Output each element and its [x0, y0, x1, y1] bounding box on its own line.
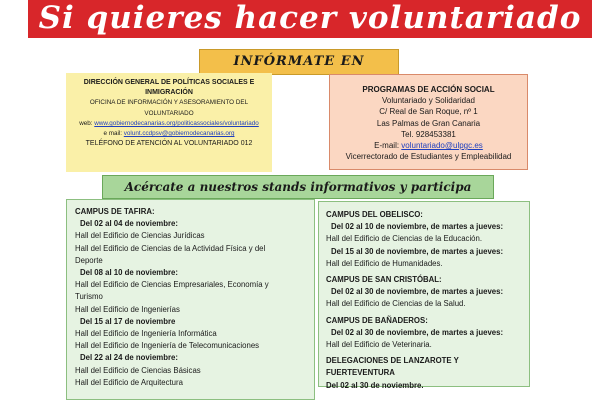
venue-line: Hall del Edificio de Ciencias de la Actividad Física y del [75, 243, 266, 253]
pa-title: PROGRAMAS DE ACCIÓN SOCIAL [362, 85, 495, 94]
date-range: Del 02 al 30 de noviembre. [326, 380, 424, 390]
campus-san-cristobal: CAMPUS DE SAN CRISTÓBAL: [326, 275, 442, 285]
stands-label [102, 175, 494, 199]
venue-line: Hall del Edificio de Ingeniería Informática [75, 329, 217, 339]
pa-tel: Tel. 928453381 [401, 129, 456, 139]
informate-text: INFÓRMATE EN [233, 54, 365, 69]
dg-info-box [66, 73, 272, 172]
date-range: Del 22 al 24 de noviembre: [80, 353, 178, 363]
venue-line: Deporte [75, 255, 103, 265]
venue-line: Turismo [75, 292, 103, 302]
dg-email-label: e mail: [103, 130, 124, 138]
dg-title-line1: DIRECCIÓN GENERAL DE POLÍTICAS SOCIALES E [83, 79, 255, 86]
venue-line: Hall del Edificio de Humanidades. [326, 258, 443, 268]
date-range: Del 02 al 10 de noviembre, de martes a jueves: [331, 222, 504, 232]
dg-email-link[interactable]: volunt.ccdpsv@gobiernodecanarias.org [123, 130, 235, 138]
dg-web-row [66, 119, 272, 129]
campus-banaderos: CAMPUS DE BAÑADEROS: [326, 315, 428, 325]
venue-line: Hall del Edificio de Ciencias Jurídicas [75, 231, 205, 241]
campus-obelisco: CAMPUS DEL OBELISCO: [326, 210, 423, 219]
pa-line2: C/ Real de San Roque, nº 1 [379, 107, 478, 117]
pa-info-box [329, 74, 528, 170]
dg-office: OFICINA DE INFORMACIÓN Y ASESORAMIENTO DEL VOLUNTARIADO [89, 99, 249, 117]
date-range: Del 02 al 04 de noviembre: [80, 219, 178, 229]
venue-line: Hall del Edificio de Arquitectura [75, 377, 183, 387]
other-campus-schedule-box [318, 201, 530, 390]
date-range: Del 15 al 17 de noviembre [80, 316, 176, 326]
campus-tafira: CAMPUS DE TAFIRA: [75, 207, 155, 216]
date-range: Del 02 al 30 de noviembre, de martes a jueves: [331, 287, 504, 297]
date-range: Del 02 al 30 de noviembre, de martes a jueves: [331, 327, 504, 337]
venue-line: Hall del Edificio de Ciencias Básicas [75, 365, 201, 375]
dg-phone: TELÉFONO DE ATENCIÓN AL VOLUNTARIADO 012 [85, 140, 253, 148]
venue-line: Hall del Edificio de Ingeniería de Telecomunicaciones [75, 341, 260, 351]
pa-email-row [330, 140, 527, 151]
dg-title-line2: INMIGRACIÓN [145, 89, 193, 97]
date-range: Del 08 al 10 de noviembre: [80, 268, 178, 278]
dg-web-label: web: [79, 119, 95, 127]
delegaciones-lanzarote-fuerteventura: DELEGACIONES DE LANZAROTE Y FUERTEVENTURA [326, 356, 459, 378]
venue-line: Hall del Edificio de Ciencias Empresariales, Economía y [75, 280, 269, 290]
dg-web-link[interactable]: www.gobiernodecanarias.org/politicassociales/voluntariado [94, 119, 259, 127]
venue-line: Hall del Edificio de Ciencias de la Salud. [326, 299, 466, 309]
title-banner [28, 0, 592, 38]
stands-text: Acércate a nuestros stands informativos y participa [124, 180, 472, 194]
pa-line3: Las Palmas de Gran Canaria [376, 118, 481, 128]
date-range: Del 15 al 30 de noviembre, de martes a jueves: [331, 246, 504, 256]
informate-label [199, 49, 399, 75]
pa-email-link[interactable]: voluntariado@ulpgc.es [401, 141, 483, 151]
pa-email-label: E-mail: [374, 141, 402, 151]
pa-line1: Voluntariado y Solidaridad [382, 96, 475, 106]
venue-line: Hall del Edificio de Ingenierías [75, 304, 180, 314]
pa-vice: Vicerrectorado de Estudiantes y Empleabilidad [345, 152, 512, 162]
venue-line: Hall del Edificio de Veterinaria. [326, 340, 432, 350]
dg-email-row [66, 129, 272, 139]
venue-line: Hall del Edificio de Ciencias de la Educación. [326, 234, 483, 244]
page-title: Si quieres hacer voluntariado [38, 0, 582, 36]
tafira-schedule-box [66, 199, 315, 400]
